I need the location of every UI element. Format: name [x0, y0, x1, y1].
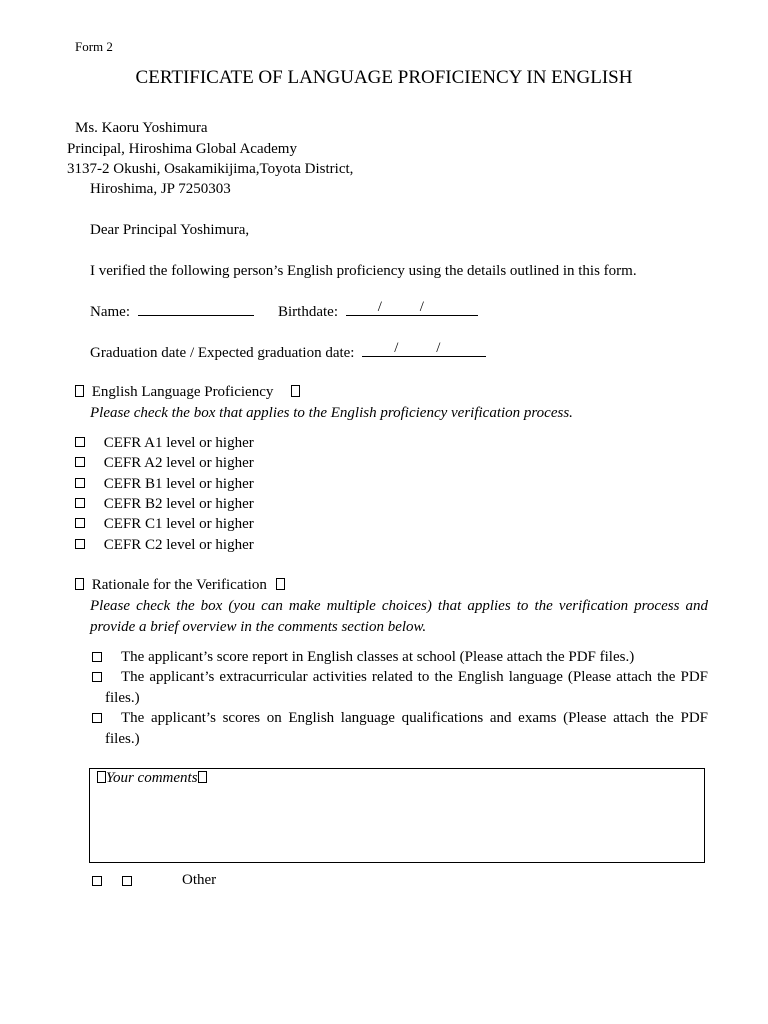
cefr-c1-label: CEFR C1 level or higher — [103, 516, 254, 532]
birthdate-separator: / — [377, 299, 382, 315]
comments-label: Your comments — [106, 770, 198, 786]
other-option-checkbox[interactable] — [122, 876, 132, 886]
graduation-field-row — [90, 342, 486, 363]
form-number-label: Form 2 — [75, 39, 113, 54]
other-label: Other — [182, 872, 217, 888]
section1-heading: English Language Proficiency — [91, 384, 274, 400]
extracurricular-checkbox[interactable] — [92, 672, 102, 682]
bracket-close-icon — [198, 771, 207, 783]
salutation: Dear Principal Yoshimura, — [90, 222, 250, 238]
cefr-b2-checkbox[interactable] — [75, 498, 85, 508]
bracket-close-icon — [276, 578, 285, 590]
graduation-separator: / — [394, 340, 399, 356]
intro-text: I verified the following person’s English proficiency using the details outlined in this form. — [90, 263, 637, 279]
section1-instruction: Please check the box that applies to the English proficiency verification process. — [90, 405, 573, 421]
birthdate-blank[interactable] — [346, 301, 478, 316]
page-title: CERTIFICATE OF LANGUAGE PROFICIENCY IN ENGLISH — [135, 67, 633, 88]
extracurricular-label: The applicant’s extracurricular activities related to the English language (Please attach the PDF files.) — [105, 669, 708, 706]
cefr-a1-label: CEFR A1 level or higher — [103, 435, 254, 451]
birthdate-field-row — [278, 301, 478, 322]
cefr-option-b2 — [75, 494, 254, 514]
other-checkbox[interactable] — [92, 876, 102, 886]
recipient-name: Ms. Kaoru Yoshimura — [75, 120, 208, 136]
cefr-a1-checkbox[interactable] — [75, 437, 85, 447]
name-field-row — [90, 301, 254, 322]
qualifications-checkbox[interactable] — [92, 713, 102, 723]
birthdate-label: Birthdate: — [278, 304, 338, 320]
graduation-separator: / — [436, 340, 441, 356]
bracket-close-icon — [291, 385, 300, 397]
recipient-address-line2: Hiroshima, JP 7250303 — [90, 181, 231, 197]
cefr-a2-checkbox[interactable] — [75, 457, 85, 467]
cefr-option-a1 — [75, 433, 254, 453]
qualifications-label: The applicant’s scores on English language qualifications and exams (Please attach the PDF files.) — [105, 710, 708, 747]
cefr-option-b1 — [75, 474, 254, 494]
cefr-c2-checkbox[interactable] — [75, 539, 85, 549]
recipient-address-line1: 3137-2 Okushi, Osakamikijima,Toyota District, — [67, 161, 354, 177]
cefr-option-a2 — [75, 453, 254, 473]
bracket-open-icon — [75, 578, 84, 590]
bracket-open-icon — [75, 385, 84, 397]
comments-label-row — [97, 769, 207, 787]
bracket-open-icon — [97, 771, 106, 783]
cefr-a2-label: CEFR A2 level or higher — [103, 455, 254, 471]
cefr-option-c1 — [75, 514, 254, 534]
section1-heading-row — [75, 382, 300, 402]
section2-instruction: Please check the box (you can make multiple choices) that applies to the verification process and provide a brief overview in the comments section below. — [90, 598, 708, 635]
cefr-option-c2 — [75, 535, 254, 555]
name-label: Name: — [90, 304, 130, 320]
graduation-blank[interactable] — [362, 342, 486, 357]
cefr-c2-label: CEFR C2 level or higher — [103, 537, 254, 553]
graduation-label: Graduation date / Expected graduation date: — [90, 345, 355, 361]
score-report-label: The applicant’s score report in English classes at school (Please attach the PDF files.) — [121, 649, 635, 665]
name-blank[interactable] — [138, 301, 254, 316]
section2-heading: Rationale for the Verification — [91, 577, 267, 593]
cefr-c1-checkbox[interactable] — [75, 518, 85, 528]
score-report-checkbox[interactable] — [92, 652, 102, 662]
cefr-b2-label: CEFR B2 level or higher — [103, 496, 254, 512]
comments-textarea[interactable] — [89, 768, 705, 863]
cefr-b1-checkbox[interactable] — [75, 478, 85, 488]
recipient-position: Principal, Hiroshima Global Academy — [67, 141, 297, 157]
cefr-b1-label: CEFR B1 level or higher — [103, 476, 254, 492]
birthdate-separator: / — [419, 299, 424, 315]
section2-heading-row — [75, 575, 285, 595]
